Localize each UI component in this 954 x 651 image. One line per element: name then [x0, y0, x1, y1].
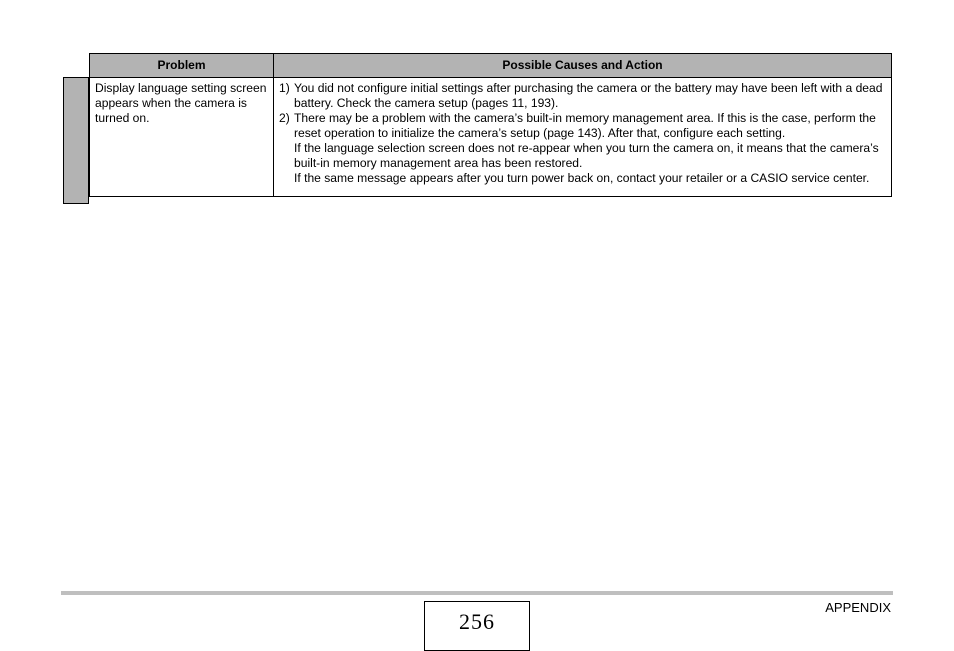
table-row: [90, 78, 892, 197]
section-label: APPENDIX: [825, 600, 891, 615]
header-causes: Possible Causes and Action: [274, 54, 892, 78]
causes-cell: [274, 78, 892, 197]
cause-text: There may be a problem with the camera’s built-in memory management area. If this is the case, perform the reset operation to initialize the camera’s setup (page 143). After that, configure each setting.: [294, 111, 876, 140]
cause-number: 1): [279, 81, 290, 95]
page-number: 256: [424, 601, 530, 651]
cause-text: You did not configure initial settings after purchasing the camera or the battery may have been left with a dead battery. Check the camera setup (pages 11, 193).: [294, 81, 883, 110]
cause-item: [279, 111, 885, 186]
cause-text: If the same message appears after you turn power back on, contact your retailer or a CASIO service center.: [294, 171, 870, 185]
footer-rule: [61, 591, 893, 595]
cause-text: If the language selection screen does not re-appear when you turn the camera on, it means that the camera’s built-in memory management area has been restored.: [294, 141, 879, 170]
problem-cell: Display language setting screen appears when the camera is turned on.: [90, 78, 274, 197]
section-side-tab: [63, 77, 89, 204]
cause-item: [279, 81, 885, 111]
troubleshooting-table: [89, 53, 892, 197]
causes-list: [279, 81, 885, 186]
table-header-row: [90, 54, 892, 78]
cause-number: 2): [279, 111, 290, 125]
header-problem: Problem: [90, 54, 274, 78]
